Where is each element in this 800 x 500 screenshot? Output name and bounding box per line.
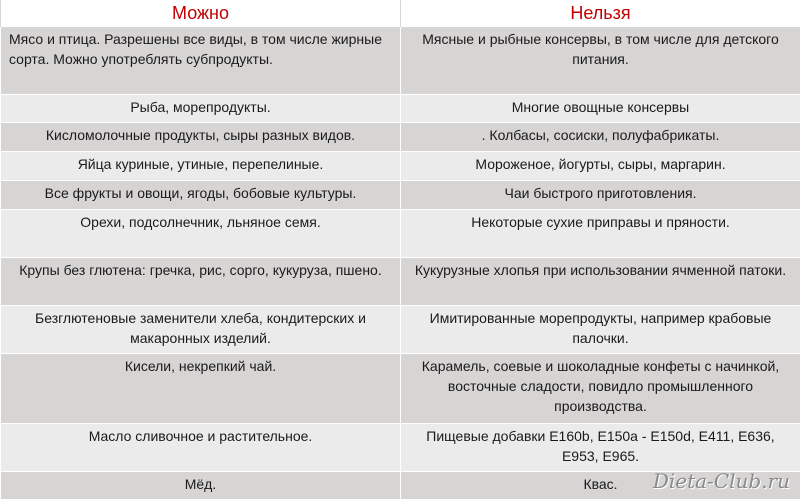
forbidden-cell: . Колбасы, сосиски, полуфабрикаты. (401, 123, 800, 152)
allowed-cell: Крупы без глютена: гречка, рис, сорго, кукуруза, пшено. (1, 258, 401, 306)
table-row (1, 424, 800, 472)
forbidden-cell: Некоторые сухие приправы и пряности. (401, 210, 800, 258)
forbidden-cell: Карамель, соевые и шоколадные конфеты с начинкой, восточные сладости, повидло промышленного производства. (401, 354, 800, 424)
forbidden-column-header: Нельзя (401, 0, 800, 27)
table-row (1, 123, 800, 152)
allowed-cell: Яйца куриные, утиные, перепелиные. (1, 152, 401, 181)
allowed-cell: Кисели, некрепкий чай. (1, 354, 401, 424)
forbidden-cell: Пищевые добавки E160b, E150a - E150d, E411, E636, E953, E965. (401, 424, 800, 472)
allowed-cell: Орехи, подсолнечник, льняное семя. (1, 210, 401, 258)
forbidden-cell: Мороженое, йогурты, сыры, маргарин. (401, 152, 800, 181)
allowed-cell: Кисломолочные продукты, сыры разных видов. (1, 123, 401, 152)
table-row (1, 354, 800, 424)
table-row (1, 27, 800, 95)
forbidden-cell: Имитированные морепродукты, например крабовые палочки. (401, 306, 800, 354)
forbidden-cell: Квас. (401, 472, 800, 500)
table-row (1, 152, 800, 181)
allowed-cell: Безглютеновые заменители хлеба, кондитерских и макаронных изделий. (1, 306, 401, 354)
allowed-cell: Масло сливочное и растительное. (1, 424, 401, 472)
table-row (1, 95, 800, 123)
table-row (1, 210, 800, 258)
table-row (1, 258, 800, 306)
forbidden-cell: Чаи быстрого приготовления. (401, 181, 800, 210)
forbidden-cell: Многие овощные консервы (401, 95, 800, 123)
table-row (1, 306, 800, 354)
allowed-cell: Мёд. (1, 472, 401, 500)
forbidden-cell: Мясные и рыбные консервы, в том числе для детского питания. (401, 27, 800, 95)
allowed-column-header: Можно (1, 0, 401, 27)
site-watermark: Dieta-Club.ru (653, 469, 790, 493)
allowed-cell: Мясо и птица. Разрешены все виды, в том числе жирные сорта. Можно употреблять субпродукты. (1, 27, 401, 95)
forbidden-cell: Кукурузные хлопья при использовании ячменной патоки. (401, 258, 800, 306)
allowed-cell: Все фрукты и овощи, ягоды, бобовые культуры. (1, 181, 401, 210)
table-header-row (1, 0, 800, 27)
table-row (1, 181, 800, 210)
allowed-cell: Рыба, морепродукты. (1, 95, 401, 123)
